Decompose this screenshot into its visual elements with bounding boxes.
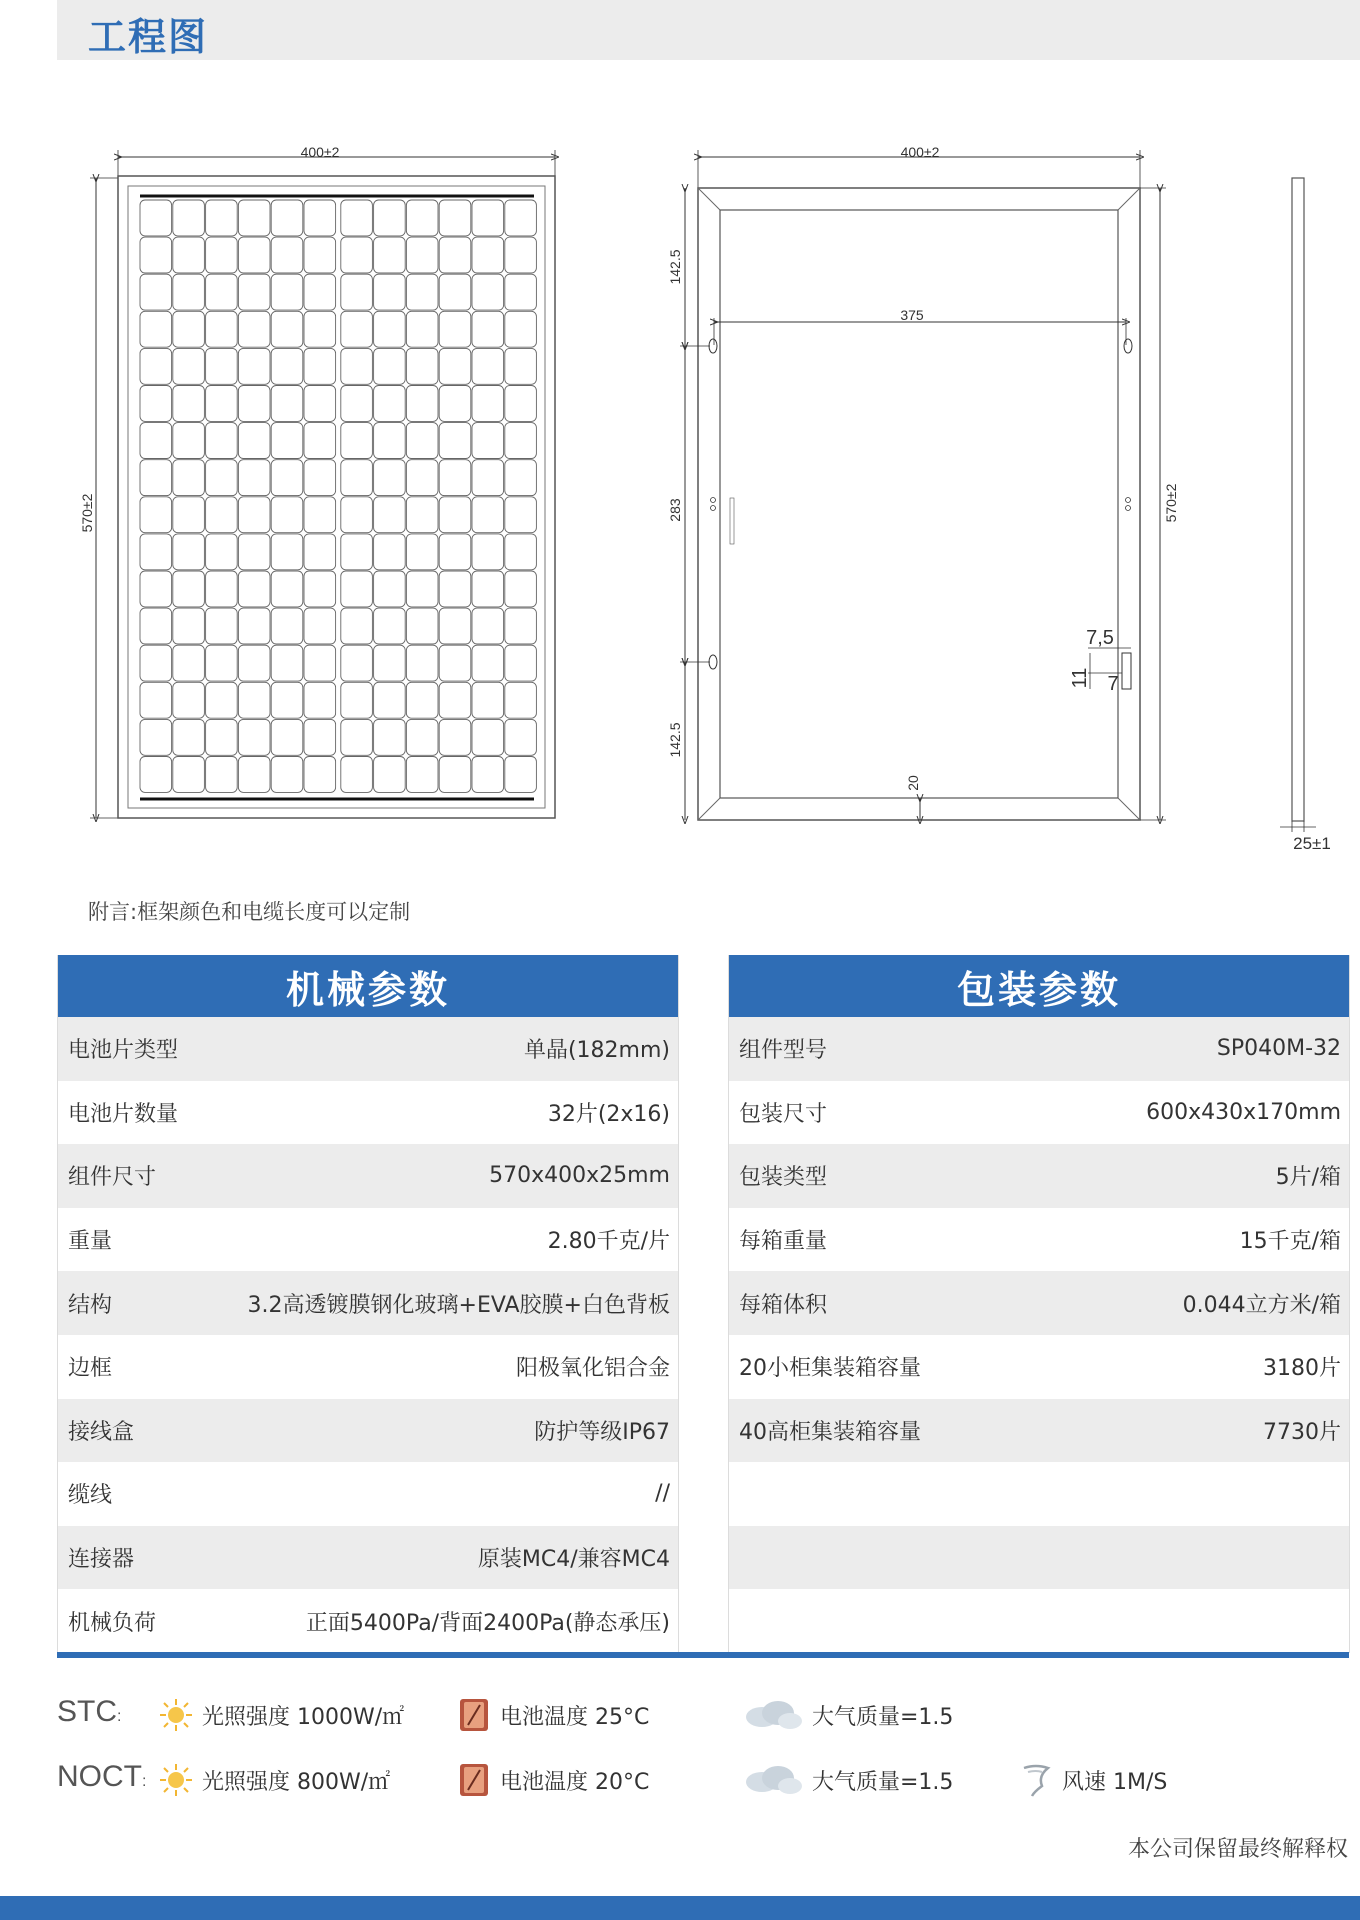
mechanical-table xyxy=(57,955,679,1653)
solar-cell xyxy=(173,386,205,422)
solar-cell xyxy=(271,460,303,496)
solar-cell xyxy=(374,200,406,236)
back-view xyxy=(667,144,1179,820)
solar-cell xyxy=(374,534,406,570)
solar-cell xyxy=(304,200,336,236)
solar-cell xyxy=(406,386,438,422)
solar-cell xyxy=(472,645,504,681)
mechanical-row-label: 电池片类型 xyxy=(68,1038,179,1064)
solar-cell xyxy=(206,534,238,570)
solar-cell xyxy=(472,274,504,310)
mechanical-row-label: 结构 xyxy=(68,1292,113,1318)
solar-cell xyxy=(304,386,336,422)
solar-cell xyxy=(374,719,406,755)
hole-spacing-label: 375 xyxy=(900,307,924,323)
solar-cell xyxy=(472,348,504,384)
mechanical-row xyxy=(58,1144,678,1208)
solar-cell xyxy=(472,757,504,793)
solar-cell xyxy=(206,423,238,459)
stc-irradiance: 光照强度 1000W/㎡ xyxy=(158,1697,404,1733)
solar-cell xyxy=(238,423,270,459)
solar-cell xyxy=(505,200,537,236)
packaging-row-label: 每箱体积 xyxy=(739,1292,828,1318)
solar-cell xyxy=(406,200,438,236)
solar-cell xyxy=(374,682,406,718)
solar-cell xyxy=(439,645,471,681)
solar-cell xyxy=(439,423,471,459)
solar-cell xyxy=(505,645,537,681)
packaging-row-label: 组件型号 xyxy=(739,1038,828,1064)
solar-cell xyxy=(374,311,406,347)
solar-cell xyxy=(341,645,373,681)
solar-cell xyxy=(140,682,172,718)
frame-bottom-label: 20 xyxy=(905,775,921,791)
mechanical-row xyxy=(58,1017,678,1081)
page-title: 工程图 xyxy=(88,15,209,59)
solar-cell xyxy=(374,237,406,273)
solar-cell xyxy=(304,719,336,755)
front-height-label: 570±2 xyxy=(79,493,95,533)
solar-cell xyxy=(439,719,471,755)
solar-cell xyxy=(406,534,438,570)
solar-cell xyxy=(472,386,504,422)
cloud-icon xyxy=(740,1762,804,1798)
solar-cell xyxy=(271,497,303,533)
solar-cell xyxy=(173,571,205,607)
packaging-row-label: 40高柜集装箱容量 xyxy=(739,1419,921,1445)
packaging-row xyxy=(729,1462,1349,1526)
solar-cell xyxy=(238,571,270,607)
solar-cell xyxy=(406,311,438,347)
mechanical-row-value: 阳极氧化铝合金 xyxy=(515,1356,670,1382)
solar-cell xyxy=(206,645,238,681)
solar-cell xyxy=(173,348,205,384)
front-view xyxy=(79,144,555,818)
solar-cell xyxy=(271,386,303,422)
solar-cell xyxy=(341,571,373,607)
mechanical-row-value: 正面5400Pa/背面2400Pa(静态承压) xyxy=(305,1610,670,1636)
solar-cell xyxy=(271,682,303,718)
solar-cell xyxy=(173,608,205,644)
solar-cell xyxy=(472,534,504,570)
mechanical-row-value: 单晶(182mm) xyxy=(523,1038,670,1064)
solar-cell xyxy=(341,311,373,347)
noct-cell-temp: 电池温度 20°C xyxy=(456,1762,649,1798)
back-height-label: 570±2 xyxy=(1163,483,1179,523)
mechanical-row-label: 组件尺寸 xyxy=(68,1165,157,1191)
solar-cell xyxy=(304,460,336,496)
solar-cell xyxy=(406,497,438,533)
engineering-drawing xyxy=(0,60,1360,860)
packaging-row xyxy=(729,1208,1349,1272)
solar-cell xyxy=(341,274,373,310)
solar-cell xyxy=(140,645,172,681)
solar-cell xyxy=(472,200,504,236)
noct-air-mass: 大气质量=1.5 xyxy=(740,1762,953,1798)
solar-cell xyxy=(505,719,537,755)
solar-cell xyxy=(472,571,504,607)
disclaimer: 本公司保留最终解释权 xyxy=(1127,1837,1348,1862)
solar-cell xyxy=(439,682,471,718)
solar-cell xyxy=(341,460,373,496)
solar-cell xyxy=(140,386,172,422)
solar-cell xyxy=(304,348,336,384)
solar-cell xyxy=(304,757,336,793)
mechanical-row-value: 2.80千克/片 xyxy=(547,1229,670,1255)
solar-cell xyxy=(439,237,471,273)
mechanical-row-value: 原装MC4/兼容MC4 xyxy=(477,1547,670,1573)
noct-irradiance: 光照强度 800W/㎡ xyxy=(158,1762,390,1798)
solar-cell xyxy=(341,682,373,718)
packaging-row-value: 0.044立方米/箱 xyxy=(1182,1292,1341,1318)
solar-cell xyxy=(238,682,270,718)
solar-cell xyxy=(271,237,303,273)
solar-cell xyxy=(304,682,336,718)
solar-cell xyxy=(374,386,406,422)
mechanical-row-label: 电池片数量 xyxy=(68,1101,179,1127)
noct-wind: 风速 1M/S xyxy=(1018,1762,1167,1798)
solar-cell xyxy=(271,645,303,681)
mechanical-row xyxy=(58,1526,678,1590)
mechanical-row-label: 机械负荷 xyxy=(68,1610,157,1636)
solar-cell xyxy=(173,719,205,755)
solar-cell xyxy=(271,423,303,459)
solar-cell xyxy=(140,423,172,459)
solar-cell xyxy=(304,534,336,570)
solar-cell xyxy=(304,237,336,273)
packaging-row xyxy=(729,1589,1349,1653)
mechanical-row xyxy=(58,1271,678,1335)
solar-cell xyxy=(505,497,537,533)
solar-cell xyxy=(304,645,336,681)
solar-cell xyxy=(238,460,270,496)
solar-cell xyxy=(505,682,537,718)
solar-cell xyxy=(206,386,238,422)
solar-cell xyxy=(173,460,205,496)
solar-cell xyxy=(206,311,238,347)
stc-air-mass: 大气质量=1.5 xyxy=(740,1697,953,1733)
solar-cell xyxy=(439,608,471,644)
solar-cell xyxy=(439,571,471,607)
packaging-row xyxy=(729,1017,1349,1081)
mechanical-row-value: 32片(2x16) xyxy=(547,1101,670,1127)
sun-icon xyxy=(158,1697,194,1733)
solar-cell xyxy=(341,200,373,236)
side-thickness-label: 25±1 xyxy=(1293,834,1331,853)
packaging-row xyxy=(729,1144,1349,1208)
solar-cell xyxy=(140,571,172,607)
solar-cell xyxy=(439,757,471,793)
sun-icon xyxy=(158,1762,194,1798)
packaging-row-value: 7730片 xyxy=(1263,1419,1341,1445)
mechanical-row xyxy=(58,1589,678,1653)
solar-cell xyxy=(406,423,438,459)
solar-cell xyxy=(271,348,303,384)
slot-width-label: 7,5 xyxy=(1086,627,1114,649)
solar-cell xyxy=(140,608,172,644)
wind-icon xyxy=(1018,1762,1054,1798)
solar-cell xyxy=(173,534,205,570)
solar-cell xyxy=(304,497,336,533)
noct-label: NOCT: xyxy=(57,1760,147,1793)
solar-cell xyxy=(374,608,406,644)
mechanical-row-label: 重量 xyxy=(68,1229,113,1255)
solar-cell xyxy=(341,757,373,793)
solar-cell xyxy=(206,608,238,644)
solar-cell xyxy=(238,497,270,533)
solar-cell xyxy=(238,719,270,755)
slot-height-label: 11 xyxy=(1069,667,1091,689)
solar-cell xyxy=(304,274,336,310)
solar-cell xyxy=(472,608,504,644)
solar-cell xyxy=(439,386,471,422)
packaging-row-label: 包装类型 xyxy=(739,1165,828,1191)
mechanical-row-value: 570x400x25mm xyxy=(489,1163,670,1189)
solar-cell xyxy=(173,423,205,459)
packaging-row-value: SP040M-32 xyxy=(1216,1036,1341,1062)
solar-cell xyxy=(304,423,336,459)
solar-cell xyxy=(271,719,303,755)
header-bar xyxy=(57,0,1360,60)
solar-cell xyxy=(406,645,438,681)
packaging-row xyxy=(729,1526,1349,1590)
thermometer-icon xyxy=(456,1697,492,1733)
mechanical-row-value: 3.2高透镀膜钢化玻璃+EVA胶膜+白色背板 xyxy=(247,1292,670,1318)
mechanical-row xyxy=(58,1462,678,1526)
solar-cell xyxy=(374,645,406,681)
solar-cell xyxy=(173,682,205,718)
solar-cell xyxy=(439,534,471,570)
packaging-row-label: 包装尺寸 xyxy=(739,1101,828,1127)
mechanical-row xyxy=(58,1081,678,1145)
mechanical-row-value: // xyxy=(655,1481,670,1507)
packaging-row-value: 600x430x170mm xyxy=(1146,1099,1341,1125)
stc-label: STC: xyxy=(57,1695,122,1728)
packaging-row-value: 3180片 xyxy=(1263,1356,1341,1382)
cloud-icon xyxy=(740,1697,804,1733)
solar-cell xyxy=(505,274,537,310)
solar-cell xyxy=(206,200,238,236)
solar-cell xyxy=(140,460,172,496)
solar-cell xyxy=(406,608,438,644)
solar-cell xyxy=(140,719,172,755)
solar-cell xyxy=(271,311,303,347)
packaging-row xyxy=(729,1271,1349,1335)
solar-cell xyxy=(374,423,406,459)
solar-cell xyxy=(406,719,438,755)
solar-cell xyxy=(341,608,373,644)
solar-cell xyxy=(140,200,172,236)
mechanical-row-label: 连接器 xyxy=(68,1547,135,1573)
solar-cell xyxy=(505,571,537,607)
solar-cell xyxy=(140,311,172,347)
solar-cell xyxy=(140,757,172,793)
solar-cell xyxy=(505,348,537,384)
solar-cell xyxy=(304,571,336,607)
solar-cell xyxy=(271,534,303,570)
solar-cell xyxy=(472,423,504,459)
solar-cell xyxy=(206,274,238,310)
solar-cell xyxy=(472,497,504,533)
mechanical-row-label: 边框 xyxy=(68,1356,113,1382)
solar-cell xyxy=(439,497,471,533)
solar-cell xyxy=(341,237,373,273)
solar-cell xyxy=(206,348,238,384)
mechanical-row xyxy=(58,1399,678,1463)
mechanical-row-label: 缆线 xyxy=(68,1483,113,1509)
solar-cell xyxy=(374,348,406,384)
solar-cell xyxy=(472,460,504,496)
bottom-offset-label: 142.5 xyxy=(667,722,683,758)
solar-cell xyxy=(271,608,303,644)
solar-cell xyxy=(374,571,406,607)
solar-cell xyxy=(238,237,270,273)
solar-cell xyxy=(341,386,373,422)
solar-cell xyxy=(238,274,270,310)
solar-cell xyxy=(406,682,438,718)
back-width-label: 400±2 xyxy=(900,144,940,160)
solar-cell xyxy=(439,460,471,496)
solar-cell xyxy=(238,534,270,570)
solar-cell xyxy=(206,460,238,496)
top-offset-label: 142.5 xyxy=(667,249,683,285)
solar-cell xyxy=(206,497,238,533)
solar-cell xyxy=(271,274,303,310)
packaging-row-label: 每箱重量 xyxy=(739,1229,828,1255)
solar-cell xyxy=(271,571,303,607)
solar-cell xyxy=(406,348,438,384)
packaging-row xyxy=(729,1399,1349,1463)
solar-cell xyxy=(238,348,270,384)
table-bottom-rule xyxy=(57,1652,1349,1658)
solar-cell xyxy=(238,757,270,793)
solar-cell xyxy=(140,534,172,570)
solar-cell xyxy=(505,423,537,459)
solar-cell xyxy=(173,311,205,347)
customization-note: 附言:框架颜色和电缆长度可以定制 xyxy=(88,900,411,924)
solar-cell xyxy=(374,460,406,496)
solar-cell xyxy=(304,311,336,347)
solar-cell xyxy=(406,571,438,607)
solar-cell xyxy=(374,497,406,533)
solar-cell xyxy=(505,460,537,496)
mechanical-title: 机械参数 xyxy=(58,955,678,1017)
solar-cell xyxy=(206,757,238,793)
mechanical-row xyxy=(58,1208,678,1272)
solar-cell xyxy=(238,311,270,347)
solar-cell xyxy=(406,237,438,273)
solar-cell xyxy=(341,497,373,533)
solar-cell xyxy=(439,311,471,347)
solar-cell xyxy=(140,497,172,533)
solar-cell xyxy=(406,460,438,496)
side-view xyxy=(1280,178,1331,853)
solar-cell xyxy=(439,348,471,384)
solar-cell xyxy=(341,534,373,570)
middle-label: 283 xyxy=(667,498,683,522)
packaging-row-value: 15千克/箱 xyxy=(1239,1229,1341,1255)
solar-cell xyxy=(472,682,504,718)
solar-cell xyxy=(304,608,336,644)
solar-cell xyxy=(238,645,270,681)
solar-cell xyxy=(140,274,172,310)
solar-cell xyxy=(238,608,270,644)
footer-bar xyxy=(0,1896,1360,1920)
solar-cell xyxy=(206,237,238,273)
solar-cell xyxy=(374,757,406,793)
solar-cell xyxy=(173,497,205,533)
packaging-row-value: 5片/箱 xyxy=(1275,1165,1341,1191)
packaging-row xyxy=(729,1081,1349,1145)
solar-cell xyxy=(374,274,406,310)
solar-cell xyxy=(140,348,172,384)
solar-cell xyxy=(439,274,471,310)
solar-cell xyxy=(238,200,270,236)
mechanical-row-label: 接线盒 xyxy=(68,1419,135,1445)
solar-cell xyxy=(406,757,438,793)
mechanical-row xyxy=(58,1335,678,1399)
solar-cell xyxy=(173,237,205,273)
packaging-table xyxy=(728,955,1350,1653)
solar-cell xyxy=(341,348,373,384)
solar-cell xyxy=(206,682,238,718)
solar-cell xyxy=(206,571,238,607)
mechanical-row-value: 防护等级IP67 xyxy=(534,1419,670,1445)
solar-cell xyxy=(505,311,537,347)
solar-cell xyxy=(173,757,205,793)
solar-cell xyxy=(173,200,205,236)
solar-cell xyxy=(505,237,537,273)
solar-cell xyxy=(505,534,537,570)
stc-cell-temp: 电池温度 25°C xyxy=(456,1697,649,1733)
thermometer-icon xyxy=(456,1762,492,1798)
solar-cell xyxy=(439,200,471,236)
solar-cell xyxy=(505,386,537,422)
front-width-label: 400±2 xyxy=(300,144,340,160)
solar-cell xyxy=(140,237,172,273)
solar-cell xyxy=(472,719,504,755)
packaging-row xyxy=(729,1335,1349,1399)
solar-cell xyxy=(505,608,537,644)
solar-cell xyxy=(341,423,373,459)
slot-inner-label: 7 xyxy=(1107,673,1119,695)
solar-cell xyxy=(271,757,303,793)
solar-cell xyxy=(341,719,373,755)
solar-cell xyxy=(206,719,238,755)
packaging-row-label: 20小柜集装箱容量 xyxy=(739,1356,921,1382)
solar-cell xyxy=(505,757,537,793)
solar-cell xyxy=(406,274,438,310)
solar-cell xyxy=(238,386,270,422)
solar-cell xyxy=(472,311,504,347)
packaging-title: 包装参数 xyxy=(729,955,1349,1017)
solar-cell xyxy=(271,200,303,236)
solar-cell xyxy=(173,645,205,681)
solar-cell xyxy=(173,274,205,310)
solar-cell xyxy=(472,237,504,273)
